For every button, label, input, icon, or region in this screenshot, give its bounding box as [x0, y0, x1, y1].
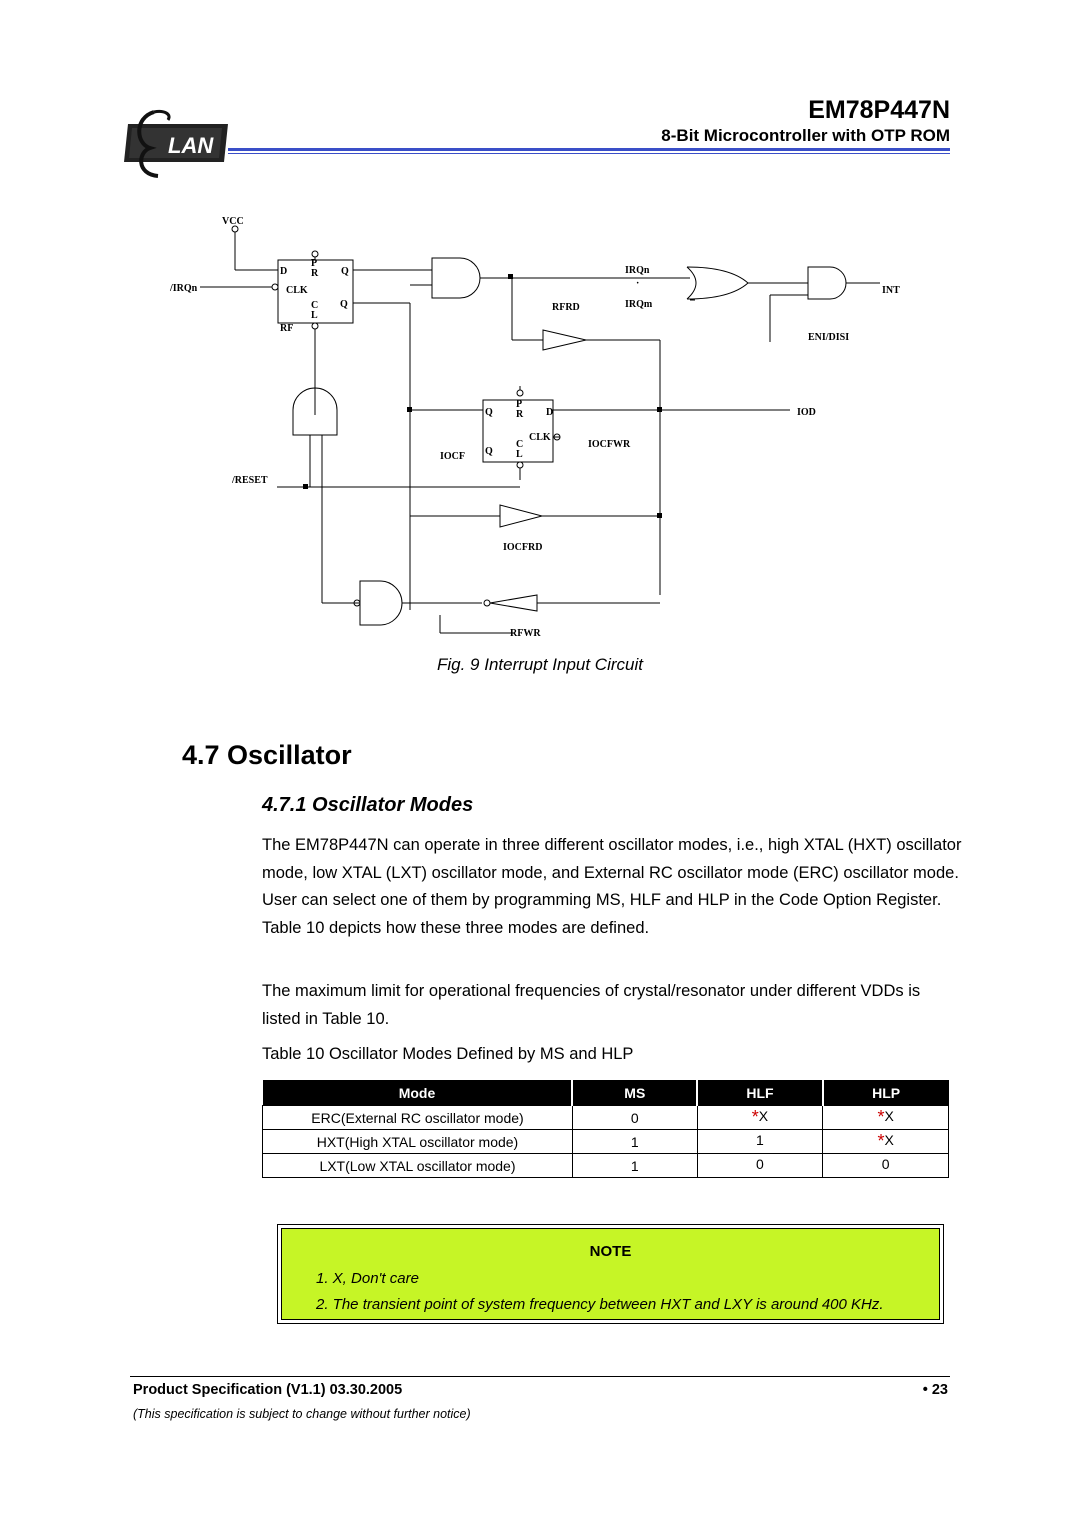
footer-page-number: • 23	[922, 1382, 948, 1398]
cell-ms: 1	[572, 1130, 697, 1154]
cell-hlp-value: 0	[881, 1156, 890, 1172]
cell-hlp	[823, 1106, 949, 1130]
label-iocfwr: IOCFWR	[588, 439, 631, 450]
header-rule-thin	[228, 153, 950, 154]
cell-hlf-value: 1	[756, 1132, 764, 1148]
label-irqn-input: /IRQn	[170, 283, 198, 294]
note-panel	[281, 1228, 940, 1320]
label-l: L	[311, 310, 318, 321]
cell-hlf	[697, 1130, 823, 1154]
cell-hlp	[823, 1154, 949, 1178]
label-clk: CLK	[286, 285, 308, 296]
header-hlp: HLP	[823, 1080, 949, 1106]
label-int: INT	[882, 285, 900, 296]
cell-mode: ERC(External RC oscillator mode)	[263, 1106, 573, 1130]
label-reset: /RESET	[232, 475, 268, 486]
footer-product-spec: Product Specification (V1.1) 03.30.2005	[133, 1382, 403, 1398]
cell-hlp-value: X	[884, 1132, 894, 1148]
label-ff2-clk: CLK	[529, 432, 551, 443]
label-rf: RF	[280, 323, 294, 334]
label-r: R	[311, 268, 319, 279]
label-ff2-qbar: Q	[485, 446, 493, 457]
subsection-heading: 4.7.1 Oscillator Modes	[262, 794, 474, 816]
label-qbar: Q	[340, 299, 348, 310]
label-iocfrd: IOCFRD	[503, 542, 543, 553]
label-irqn: IRQn	[625, 265, 650, 276]
cell-hlf-value: 0	[756, 1156, 764, 1172]
note-item: 1. X, Don't care	[316, 1270, 419, 1287]
label-rfwr: RFWR	[510, 628, 541, 639]
figure-caption: Fig. 9 Interrupt Input Circuit	[437, 655, 643, 674]
document-subtitle: 8-Bit Microcontroller with OTP ROM	[661, 126, 950, 145]
cell-hlf-value: X	[758, 1108, 769, 1124]
document-title: EM78P447N	[808, 96, 950, 124]
section-heading: 4.7 Oscillator	[182, 740, 352, 770]
paragraph-oscillator-modes: The EM78P447N can operate in three different oscillator modes, i.e., high XTAL (HXT) oscillator mode, low XTAL (LXT) oscillator mode, and External RC oscillator mode (ERC) oscillator mode. User can select one of them by programming MS, HLF and HLP in the Code Option Register. Table 10 depicts how these three modes are defined.	[262, 836, 962, 937]
label-vcc: VCC	[222, 216, 244, 227]
label-ff2-c: C	[516, 439, 524, 450]
label-iocf: IOCF	[440, 451, 465, 462]
cell-hlf	[697, 1106, 823, 1130]
label-dot: ·	[636, 278, 640, 289]
note-item: 2. The transient point of system frequency between HXT and LXY is around 400 KHz.	[316, 1296, 884, 1313]
cell-mode: HXT(High XTAL oscillator mode)	[263, 1130, 573, 1154]
label-iod: IOD	[797, 407, 816, 418]
header-mode: Mode	[263, 1080, 573, 1106]
label-p: P	[311, 258, 318, 269]
header-rule	[228, 148, 950, 151]
header-ms: MS	[572, 1080, 697, 1106]
footer-disclaimer: (This specification is subject to change without further notice)	[133, 1407, 471, 1421]
table-caption: Table 10 Oscillator Modes Defined by MS and HLP	[262, 1045, 634, 1063]
label-ff2-q: Q	[485, 407, 493, 418]
table-row	[263, 1106, 949, 1130]
cell-hlf-star: *	[751, 1107, 759, 1127]
label-ff2-r: R	[516, 409, 524, 420]
label-ff2-l: L	[516, 449, 523, 460]
table-header-row	[263, 1080, 949, 1106]
label-d: D	[280, 266, 288, 277]
interrupt-input-circuit	[160, 205, 920, 650]
label-ff2-d: D	[546, 407, 554, 418]
cell-ms: 1	[572, 1154, 697, 1178]
cell-hlp	[823, 1130, 949, 1154]
cell-hlp-star: *	[877, 1131, 885, 1151]
note-title: NOTE	[589, 1243, 632, 1260]
cell-ms: 0	[572, 1106, 697, 1130]
table-row	[263, 1154, 949, 1178]
cell-mode: LXT(Low XTAL oscillator mode)	[263, 1154, 573, 1178]
oscillator-modes-table	[262, 1080, 949, 1178]
svg-text:LAN: LAN	[168, 133, 214, 158]
label-q: Q	[341, 266, 349, 277]
label-eni-disi: ENI/DISI	[808, 332, 850, 343]
label-ff2-p: P	[516, 399, 523, 410]
label-rfrd: RFRD	[552, 302, 580, 313]
note-box	[277, 1224, 944, 1324]
cell-hlp-star: *	[877, 1107, 885, 1127]
cell-hlp-value: X	[884, 1108, 894, 1124]
footer-rule	[130, 1376, 950, 1377]
paragraph-max-limit: The maximum limit for operational frequencies of crystal/resonator under different VDDs is listed in Table 10.	[262, 982, 921, 1028]
table-row	[263, 1130, 949, 1154]
elan-logo	[124, 104, 232, 180]
label-c: C	[311, 300, 319, 311]
label-irqm: IRQm	[625, 299, 653, 310]
header-hlf: HLF	[697, 1080, 823, 1106]
cell-hlf	[697, 1154, 823, 1178]
